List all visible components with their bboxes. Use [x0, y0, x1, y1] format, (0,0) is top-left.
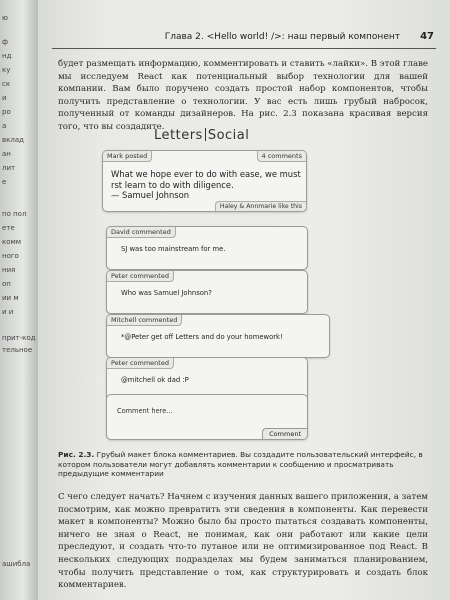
comment-author: Mitchell commented [107, 315, 182, 326]
adjacent-page-edge [0, 0, 38, 600]
fragment: е [2, 178, 7, 186]
fragment: ии м [2, 294, 19, 302]
fragment: ку [2, 66, 11, 74]
fragment: по пол [2, 210, 27, 218]
fragment: ния [2, 266, 16, 274]
comment-input[interactable]: Comment here... [117, 407, 173, 415]
fragment: ан [2, 150, 11, 158]
intro-paragraph: будет размещать информацию, комментировать и ставить «лайки». В этой главе мы исследуем React как потенциальный выбор технологии для вашей компании. Вам было поручено создать простой набор компонентов, чтобы получить представление о технологии. У вас есть лишь грубый набросок, полученный от команды дизайнеров. На рис. 2.3 показана красивая версия того, что вы создадите. [58, 59, 428, 132]
comment-count[interactable]: 4 comments [257, 151, 306, 162]
fragment: ф [2, 38, 8, 46]
comment-box-mockup [102, 128, 397, 446]
fragment: ашибла [2, 560, 31, 568]
running-header [52, 30, 436, 49]
quote-text: What we hope ever to do with ease, we must rst learn to do with diligence. [111, 169, 301, 190]
figure-caption [58, 450, 428, 479]
caption-text: Грубый макет блока комментариев. Вы создадите пользовательский интерфейс, в котором пользователи могут добавлять комментарии к сообщению и просматривать предыдущие комментарии [58, 450, 423, 479]
fragment: нд [2, 52, 12, 60]
comment [106, 226, 308, 270]
fragment: ро [2, 108, 11, 116]
comment-author: Peter commented [107, 358, 174, 369]
comment-text: SJ was too mainstream for me. [121, 245, 226, 253]
fragment: ете [2, 224, 15, 232]
logo-social: Social [207, 128, 250, 143]
logo-letters: Letters [154, 128, 203, 143]
body-paragraph: С чего следует начать? Начнем с изучения данных вашего приложения, а затем посмотрим, как можно превратить эти сведения в компоненты. Как перевести макет в компоненты? Можно было бы просто пытаться создавать компоненты, ничего не зная о React, не понимая, как они работают или какие цели преследуют, и создать что-то путаное или не оптимизированное под React. В нескольких следующих подразделах мы будем заниматься планированием, чтобы получить представление о том, как структурировать и создать блок комментариев. [58, 492, 428, 591]
caption-label: Рис. 2.3. [58, 450, 95, 459]
fragment: оп [2, 280, 11, 288]
comment-author: David commented [107, 227, 176, 238]
main-post [102, 150, 307, 212]
post-text [111, 169, 301, 201]
quote-attribution: — Samuel Johnson [111, 190, 190, 200]
fragment: комм [2, 238, 22, 246]
fragment: ного [2, 252, 19, 260]
fragment: и [2, 94, 7, 102]
fragment: ю [2, 14, 8, 22]
chapter-title: Глава 2. <Hello world! />: наш первый компонент [164, 32, 400, 42]
logo-divider [205, 128, 206, 141]
fragment: лит [2, 164, 16, 172]
fragment: тельное [2, 346, 33, 354]
new-comment-form [106, 394, 308, 440]
fragment: прит-код [2, 334, 36, 342]
page-number: 47 [420, 31, 434, 42]
comment [106, 270, 308, 314]
comment-text: *@Peter get off Letters and do your homework! [121, 333, 283, 341]
likes-label[interactable]: Haley & Annmarie like this [215, 201, 306, 211]
fragment: вклад [2, 136, 24, 144]
comment-text: @mitchell ok dad :P [121, 376, 189, 384]
comment [106, 314, 330, 358]
post-author: Mark posted [103, 151, 152, 162]
comment-button[interactable]: Comment [262, 428, 307, 439]
comment-text: Who was Samuel Johnson? [121, 289, 212, 297]
fragment: ск [2, 80, 11, 88]
app-logo [154, 128, 249, 143]
fragment: и и [2, 308, 14, 316]
fragment: а [2, 122, 7, 130]
comment-author: Peter commented [107, 271, 174, 282]
book-page [38, 0, 450, 600]
